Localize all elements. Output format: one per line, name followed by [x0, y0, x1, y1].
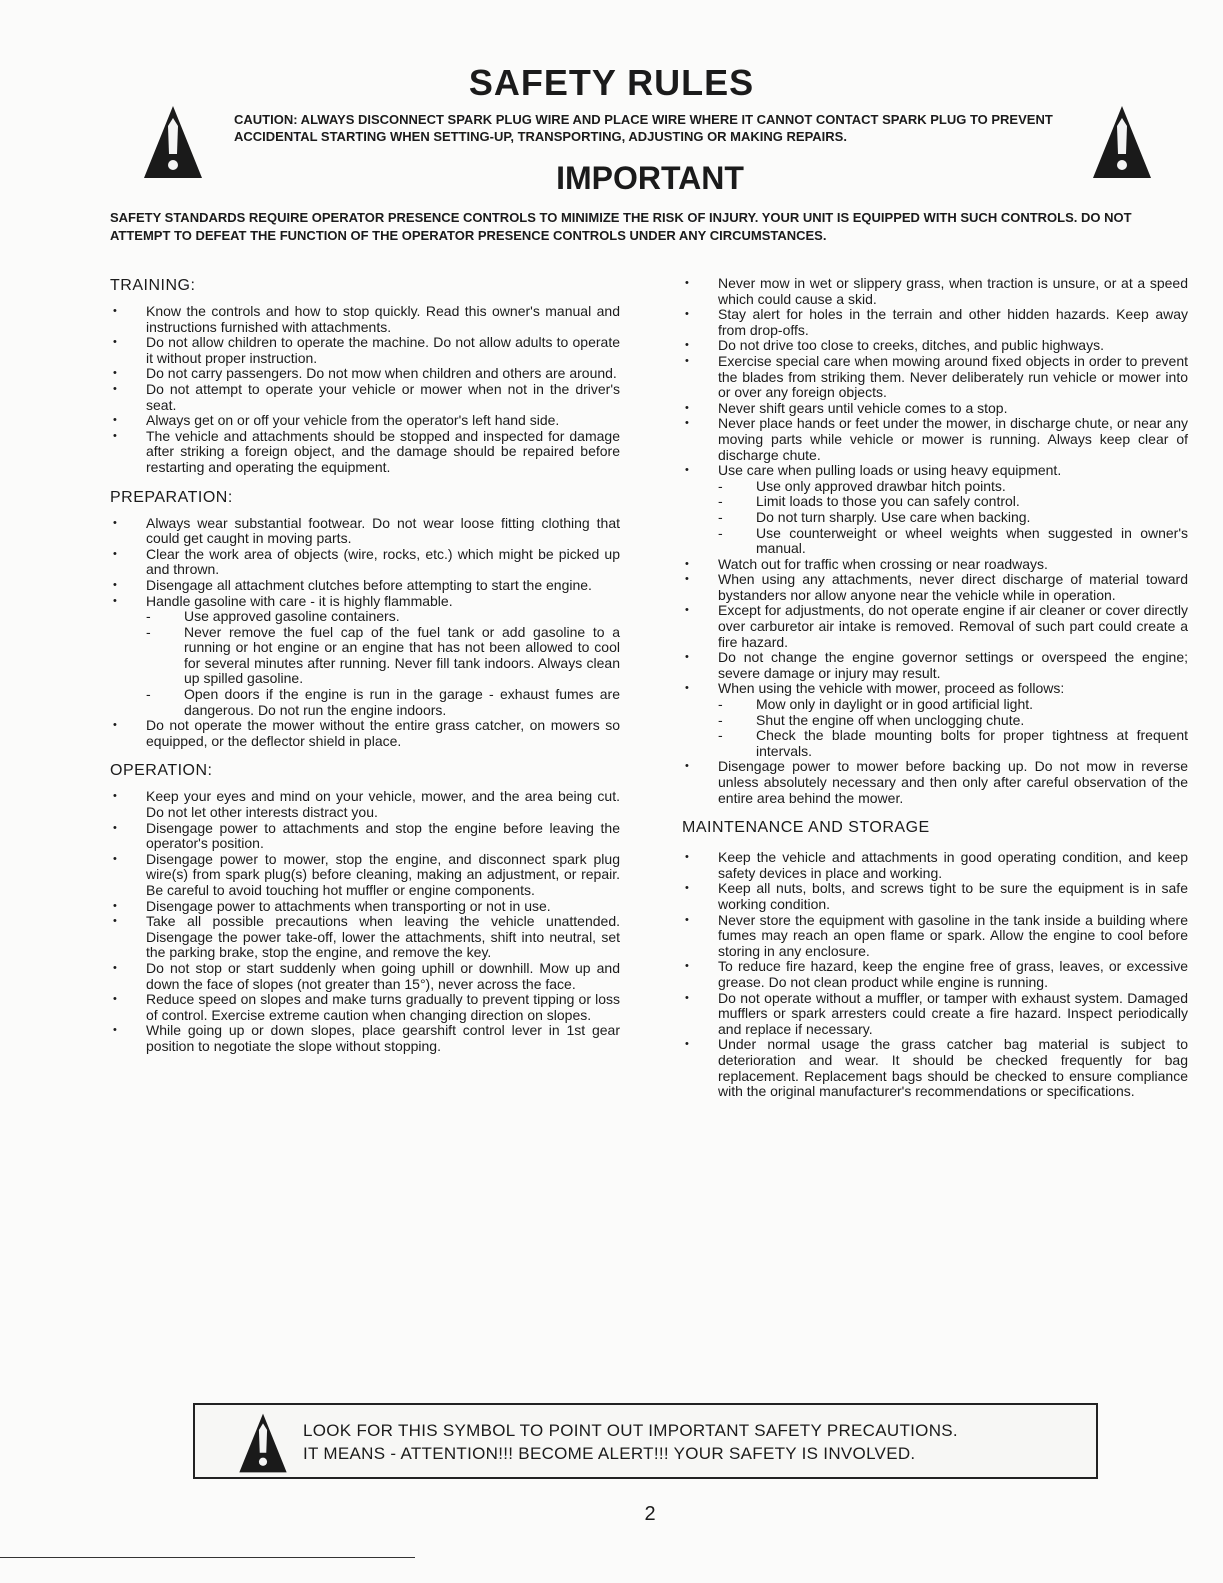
list-item: • Keep the vehicle and attachments in good operating condition, and keep safety devices in place and working.	[682, 850, 1188, 881]
training-list	[110, 304, 620, 476]
list-item: • Do not attempt to operate your vehicle or mower when not in the driver's seat.	[110, 382, 620, 413]
list-item: • Clear the work area of objects (wire, rocks, etc.) which might be picked up and thrown.	[110, 547, 620, 578]
left-column	[110, 276, 620, 1067]
list-item: • Reduce speed on slopes and make turns gradually to prevent tipping or loss of control. Exercise extreme caution when changing direction on slopes.	[110, 992, 620, 1023]
list-item: • To reduce fire hazard, keep the engine free of grass, leaves, or excessive grease. Do not clean product while engine is running.	[682, 959, 1188, 990]
notice-text	[303, 1419, 1093, 1465]
list-item: • Use care when pulling loads or using heavy equipment.	[682, 463, 1188, 479]
list-item: • When using any attachments, never direct discharge of material toward bystanders nor allow anyone near the vehicle while in operation.	[682, 572, 1188, 603]
sub-list-item: - Shut the engine off when unclogging chute.	[682, 713, 1188, 729]
list-item: • Do not stop or start suddenly when going uphill or downhill. Mow up and down the face of slopes (not greater than 15°), never across the face.	[110, 961, 620, 992]
sub-list-item: - Do not turn sharply. Use care when backing.	[682, 510, 1188, 526]
list-item: • Exercise special care when mowing around fixed objects in order to prevent the blades from striking them. Never deliberately run vehicle or mower into or over any foreign objects.	[682, 354, 1188, 401]
list-item: • Do not change the engine governor settings or overspeed the engine; severe damage or injury may result.	[682, 650, 1188, 681]
list-item: • Always wear substantial footwear. Do not wear loose fitting clothing that could get caught in moving parts.	[110, 516, 620, 547]
list-item: • While going up or down slopes, place gearshift control lever in 1st gear position to negotiate the slope without stopping.	[110, 1023, 620, 1054]
sub-list-item: - Mow only in daylight or in good artificial light.	[682, 697, 1188, 713]
list-item: • Do not carry passengers. Do not mow when children and others are around.	[110, 366, 620, 382]
sub-list-item: - Check the blade mounting bolts for proper tightness at frequent intervals.	[682, 728, 1188, 759]
operation-list	[110, 789, 620, 1054]
list-item: • Know the controls and how to stop quickly. Read this owner's manual and instructions furnished with attachments.	[110, 304, 620, 335]
operator-presence-notice: SAFETY STANDARDS REQUIRE OPERATOR PRESENCE CONTROLS TO MINIMIZE THE RISK OF INJURY. YOUR UNIT IS EQUIPPED WITH SUCH CONTROLS. DO NOT ATTEMPT TO DEFEAT THE FUNCTION OF THE OPERATOR PRESENCE CONTROLS UNDER ANY CIRCUMSTANCES.	[110, 210, 1132, 243]
preparation-heading: PREPARATION:	[110, 488, 233, 506]
list-item: • The vehicle and attachments should be stopped and inspected for damage after striking a foreign object, and the damage should be repaired before restarting and operating the equipment.	[110, 429, 620, 476]
sub-list-item: - Use only approved drawbar hitch points.	[682, 479, 1188, 495]
maintenance-heading: MAINTENANCE AND STORAGE	[682, 819, 930, 837]
sub-list-item: - Never remove the fuel cap of the fuel tank or add gasoline to a running or hot engine or an engine that has not been allowed to cool for several minutes after running. Never fill tank indoors. Always clean up spilled gasoline.	[110, 625, 620, 687]
operation-heading: OPERATION:	[110, 762, 213, 780]
list-item: • Do not operate without a muffler, or tamper with exhaust system. Damaged mufflers or spark arresters could create a fire hazard. Inspect periodically and replace if necessary.	[682, 991, 1188, 1038]
right-column	[682, 276, 1188, 1112]
footer-rule	[0, 1557, 415, 1558]
list-item: • Never store the equipment with gasoline in the tank inside a building where fumes may reach an open flame or spark. Allow the engine to cool before storing in any enclosure.	[682, 913, 1188, 960]
list-item: • Disengage power to attachments and stop the engine before leaving the operator's position.	[110, 821, 620, 852]
list-item: • Disengage power to mower, stop the engine, and disconnect spark plug wire(s) from spark plug(s) before cleaning, making an adjustment, or repair. Be careful to avoid touching hot muffler or engine components.	[110, 852, 620, 899]
list-item: • Do not allow children to operate the machine. Do not allow adults to operate it without proper instruction.	[110, 335, 620, 366]
operation-list-continued	[682, 276, 1188, 806]
maintenance-list	[682, 850, 1188, 1100]
safety-symbol-notice	[193, 1403, 1098, 1479]
warning-triangle-icon	[235, 1412, 291, 1474]
notice-line-2: IT MEANS - ATTENTION!!! BECOME ALERT!!! YOUR SAFETY IS INVOLVED.	[303, 1444, 916, 1463]
list-item: • When using the vehicle with mower, proceed as follows:	[682, 681, 1188, 697]
sub-list-item: - Open doors if the engine is run in the garage - exhaust fumes are dangerous. Do not run the engine indoors.	[110, 687, 620, 718]
list-item: • Watch out for traffic when crossing or near roadways.	[682, 557, 1188, 573]
list-item: • Disengage all attachment clutches before attempting to start the engine.	[110, 578, 620, 594]
sub-list-item: - Use counterweight or wheel weights when suggested in owner's manual.	[682, 526, 1188, 557]
list-item: • Take all possible precautions when leaving the vehicle unattended. Disengage the power take-off, lower the attachments, shift into neutral, set the parking brake, stop the engine, and remove the key.	[110, 914, 620, 961]
preparation-list	[110, 516, 620, 750]
list-item: • Under normal usage the grass catcher bag material is subject to deterioration and wear. It should be checked frequently for bag replacement. Replacement bags should be checked to ensure compliance with the original manufacturer's recommendations or specifications.	[682, 1037, 1188, 1099]
list-item: • Handle gasoline with care - it is highly flammable.	[110, 594, 620, 610]
page-title: SAFETY RULES	[468, 62, 755, 103]
list-item: • Never shift gears until vehicle comes to a stop.	[682, 401, 1188, 417]
list-item: • Except for adjustments, do not operate engine if air cleaner or cover directly over carburetor air intake is removed. Removal of such part could create a fire hazard.	[682, 603, 1188, 650]
sub-list-item: - Limit loads to those you can safely control.	[682, 494, 1188, 510]
list-item: • Disengage power to mower before backing up. Do not mow in reverse unless absolutely necessary and then only after careful observation of the entire area behind the mower.	[682, 759, 1188, 806]
list-item: • Never mow in wet or slippery grass, when traction is unsure, or at a speed which could cause a skid.	[682, 276, 1188, 307]
list-item: • Disengage power to attachments when transporting or not in use.	[110, 899, 620, 915]
list-item: • Never place hands or feet under the mower, in discharge chute, or near any moving parts while vehicle or mower is running. Always keep clear of discharge chute.	[682, 416, 1188, 463]
list-item: • Do not operate the mower without the entire grass catcher, on mowers so equipped, or the deflector shield in place.	[110, 718, 620, 749]
caution-notice: CAUTION: ALWAYS DISCONNECT SPARK PLUG WIRE AND PLACE WIRE WHERE IT CANNOT CONTACT SPARK PLUG TO PREVENT ACCIDENTAL STARTING WHEN SETTING-UP, TRANSPORTING, ADJUSTING OR MAKING REPAIRS.	[234, 112, 1053, 144]
training-heading: TRAINING:	[110, 277, 196, 294]
list-item: • Keep your eyes and mind on your vehicle, mower, and the area being cut. Do not let other interests distract you.	[110, 789, 620, 820]
list-item: • Stay alert for holes in the terrain and other hidden hazards. Keep away from drop-offs.	[682, 307, 1188, 338]
list-item: • Keep all nuts, bolts, and screws tight to be sure the equipment is in safe working condition.	[682, 881, 1188, 912]
notice-line-1: LOOK FOR THIS SYMBOL TO POINT OUT IMPORTANT SAFETY PRECAUTIONS.	[303, 1421, 958, 1440]
page-number: 2	[644, 1503, 656, 1525]
sub-list-item: - Use approved gasoline containers.	[110, 609, 620, 625]
important-heading: IMPORTANT	[556, 160, 744, 196]
list-item: • Do not drive too close to creeks, ditches, and public highways.	[682, 338, 1188, 354]
list-item: • Always get on or off your vehicle from the operator's left hand side.	[110, 413, 620, 429]
